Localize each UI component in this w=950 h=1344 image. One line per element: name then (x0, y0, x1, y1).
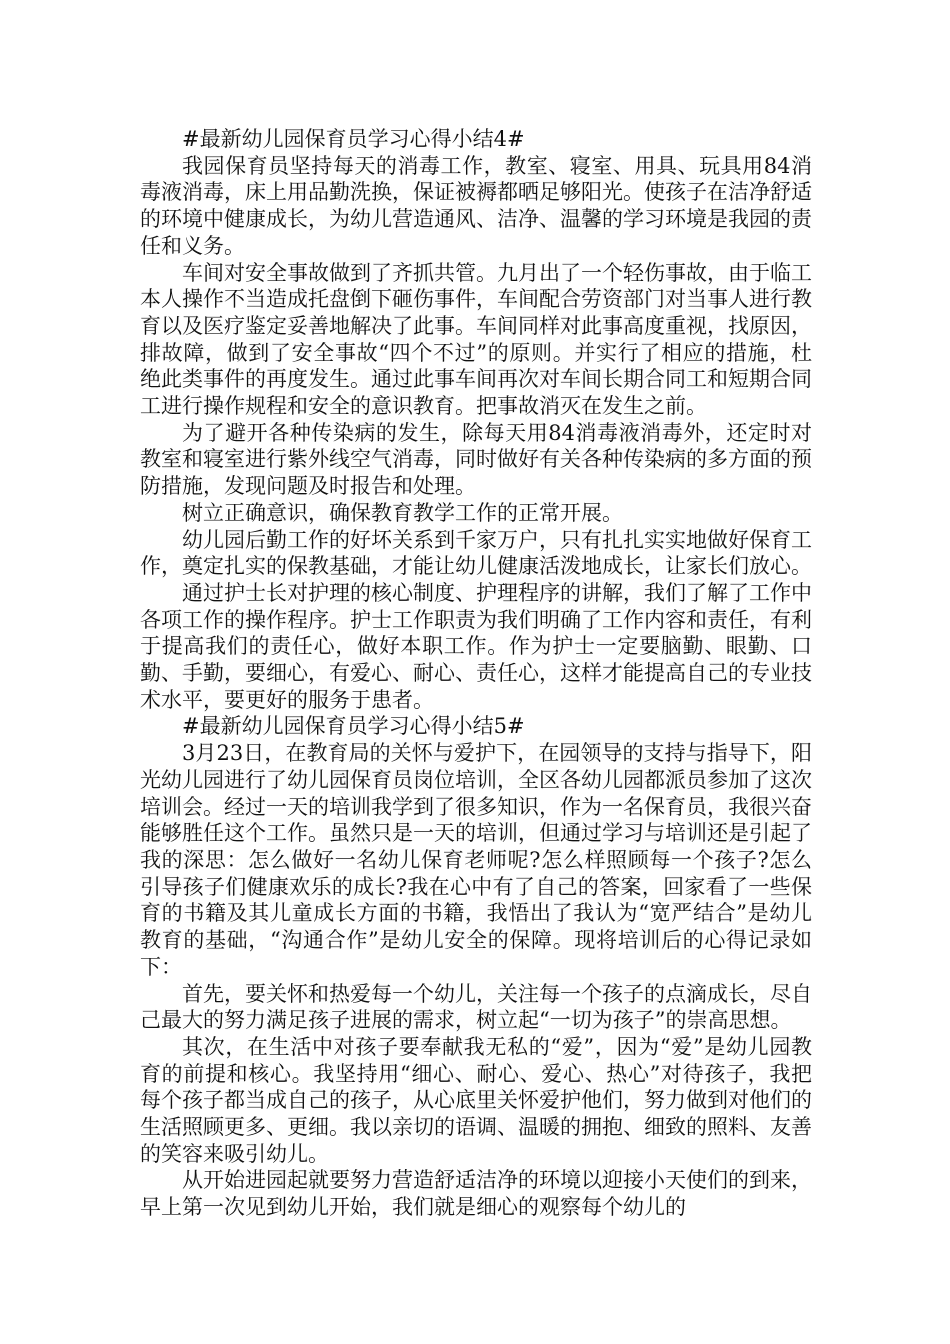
paragraph-environment: 从开始进园起就要努力营造舒适洁净的环境以迎接小天使们的到来，早上第一次见到幼儿开始，我们就是细心的观察每个幼儿的 (140, 1168, 812, 1220)
paragraph-correct-awareness: 树立正确意识，确保教育教学工作的正常开展。 (182, 500, 623, 525)
section-heading-5: #最新幼儿园保育员学习心得小结5# (182, 714, 525, 739)
paragraph-disease-prevention: 为了避开各种传染病的发生，除每天用84消毒液消毒外，还定时对教室和寝室进行紫外线空气消毒，同时做好有关各种传染病的多方面的预防措施，发现问题及时报告和处理。 (140, 420, 812, 499)
paragraph-second-love: 其次，在生活中对孩子要奉献我无私的“爱”，因为“爱”是幼儿园教育的前提和核心。我坚持用“细心、耐心、爱心、热心”对待孩子，我把每个孩子都当成自己的孩子，从心底里关怀爱护他们，努力做到对他们的生活照顾更多、更细。我以亲切的语调、温暖的拥抱、细致的照料、友善的笑容来吸引幼儿。 (140, 1034, 812, 1166)
paragraph-disinfection: 我园保育员坚持每天的消毒工作，教室、寝室、用具、玩具用84消毒液消毒，床上用品勤洗换，保证被褥都晒足够阳光。使孩子在洁净舒适的环境中健康成长，为幼儿营造通风、洁净、温馨的学习环境是我园的责任和义务。 (140, 153, 812, 258)
section-heading-4: #最新幼儿园保育员学习心得小结4# (182, 127, 525, 151)
paragraph-logistics-work: 幼儿园后勤工作的好坏关系到千家万户，只有扎扎实实地做好保育工作，奠定扎实的保教基础，才能让幼儿健康活泼地成长，让家长们放心。 (140, 527, 812, 579)
paragraph-safety-accident: 车间对安全事故做到了齐抓共管。九月出了一个轻伤事故，由于临工本人操作不当造成托盘倒下砸伤事件，车间配合劳资部门对当事人进行教育以及医疗鉴定妥善地解决了此事。车间同样对此事高度重视，找原因，排故障，做到了安全事故“四个不过”的原则。并实行了相应的措施，杜绝此类事件的再度发生。通过此事车间再次对车间长期合同工和短期合同工进行操作规程和安全的意识教育。把事故消灭在发生之前。 (140, 260, 812, 419)
paragraph-first-care: 首先，要关怀和热爱每一个幼儿，关注每一个孩子的点滴成长，尽自己最大的努力满足孩子进展的需求，树立起“一切为孩子”的崇高思想。 (140, 981, 812, 1033)
document-body (140, 126, 812, 1221)
paragraph-nursing-procedures: 通过护士长对护理的核心制度、护理程序的讲解，我们了解了工作中各项工作的操作程序。护士工作职责为我们明确了工作内容和责任，有利于提高我们的责任心，做好本职工作。作为护士一定要脑勤、眼勤、口勤、手勤，要细心，有爱心、耐心、责任心，这样才能提高自己的专业技术水平，要更好的服务于患者。 (140, 580, 812, 712)
paragraph-training-day: 3月23日，在教育局的关怀与爱护下，在园领导的支持与指导下，阳光幼儿园进行了幼儿园保育员岗位培训，全区各幼儿园都派员参加了这次培训会。经过一天的培训我学到了很多知识，作为一名保育员，我很兴奋能够胜任这个工作。虽然只是一天的培训，但通过学习与培训还是引起了我的深思：怎么做好一名幼儿保育老师呢?怎么样照顾每一个孩子?怎么引导孩子们健康欢乐的成长?我在心中有了自己的答案，回家看了一些保育的书籍及其儿童成长方面的书籍，我悟出了我认为“宽严结合”是幼儿教育的基础，“沟通合作”是幼儿安全的保障。现将培训后的心得记录如下： (140, 741, 812, 979)
